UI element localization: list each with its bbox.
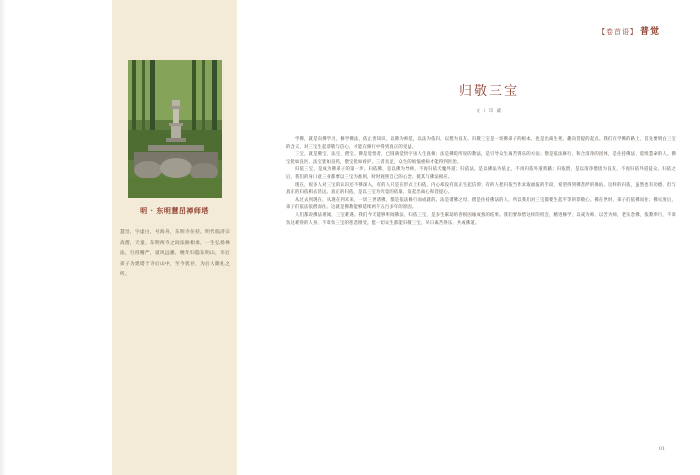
article-paragraph: 现在，很多人对三宝的认识还不够深入，有的人只是在形式上归依，内心却没有真正生起信仰；有的人把归依当作求取福报的手段，希望得到佛菩萨的保佑。这样的归依，虽然也有功德，但与真正的归依相去甚远。真正的归依，是以三宝为究竟的依靠，发起出离心和菩提心。 — [286, 182, 676, 196]
article-body — [286, 136, 676, 227]
brand-logo: 普觉 — [639, 27, 660, 37]
pagoda-photo-image — [128, 60, 222, 198]
article-paragraph: 归依三宝，是成为佛弟子的第一步。归依佛，是以佛为导师，不再归依天魔外道；归依法，是以佛法为依止，不再归依外道典籍；归依僧，是以清净僧团为良友，不再归依外道徒众。归依之后，我们的身口意三业都要以三宝为准则，时时观照自己的心念，使其与佛法相应。 — [286, 167, 676, 180]
article-paragraph: 人们都说佛法难闻，三宝难遇。我们今天能够听闻佛法、归依三宝，是多生累劫的善根因缘成熟的结果。我们要珍惜这样的机会，精进修学，以戒为师，以苦为师，老实念佛，依教奉行，不辜负这难得的人身，不辜负三宝的慈悲摄受。愿一切众生都能归敬三宝，早日离苦得乐，共成佛道。 — [286, 212, 676, 226]
section-header — [598, 24, 660, 37]
pagoda-photo — [128, 60, 222, 198]
sidebar-text: 慧旵，字虚白，号海舟，东明寺住持。明代临济宗高僧，天童、东明两寺之间法脉相承，一生弘扬禅法，行持精严，道风远播，晚年归隐东明山，卒后弟子为建塔于寺后山中，至今犹存，为后人瞻礼之所。 — [120, 230, 230, 277]
photo-caption: 明 · 东明慧旵禅师塔 — [140, 206, 209, 215]
article-paragraph: 学佛，就是向佛学习，修学佛法，依止善知识，以佛为师范，以法为依归，以僧为良友。归敬三宝是一切佛弟子的根本，也是出离生死、趣向菩提的起点。我们在学佛的路上，首先要明白三宝的含义，对三宝生起恭敬与信心，才能在修行中得到真正的受益。 — [286, 137, 676, 150]
article-paragraph: 三宝，就是佛宝、法宝、僧宝。佛是觉悟者，已圆满觉悟宇宙人生真相；法是佛陀所说的教法，是引导众生离苦得乐的方法；僧是依法修行、和合清净的团体，是住持佛法、延续慧命的人。佛宝犹如良医，法宝犹如良药，僧宝犹如看护，三者具足，众生的烦恼重病才能得到医治。 — [286, 152, 676, 165]
article-paragraph: 从过去到现在，从现在到未来，一切三世诸佛，都是依法修行而成就的。法是诸佛之母，僧是住持佛法的人，所以我们对三宝都要生起平等的恭敬心。佛在世时，弟子们依佛而住；佛灭度后，弟子们依法依僧而住。这就是佛教能够延续两千五百多年的原因。 — [286, 197, 676, 211]
article-title: 归敬三宝 — [458, 84, 519, 99]
section-label: 【卷首语】 — [597, 28, 638, 36]
page-number: 01 — [659, 446, 666, 452]
article-author: 文 / 印 藏 — [475, 109, 503, 114]
